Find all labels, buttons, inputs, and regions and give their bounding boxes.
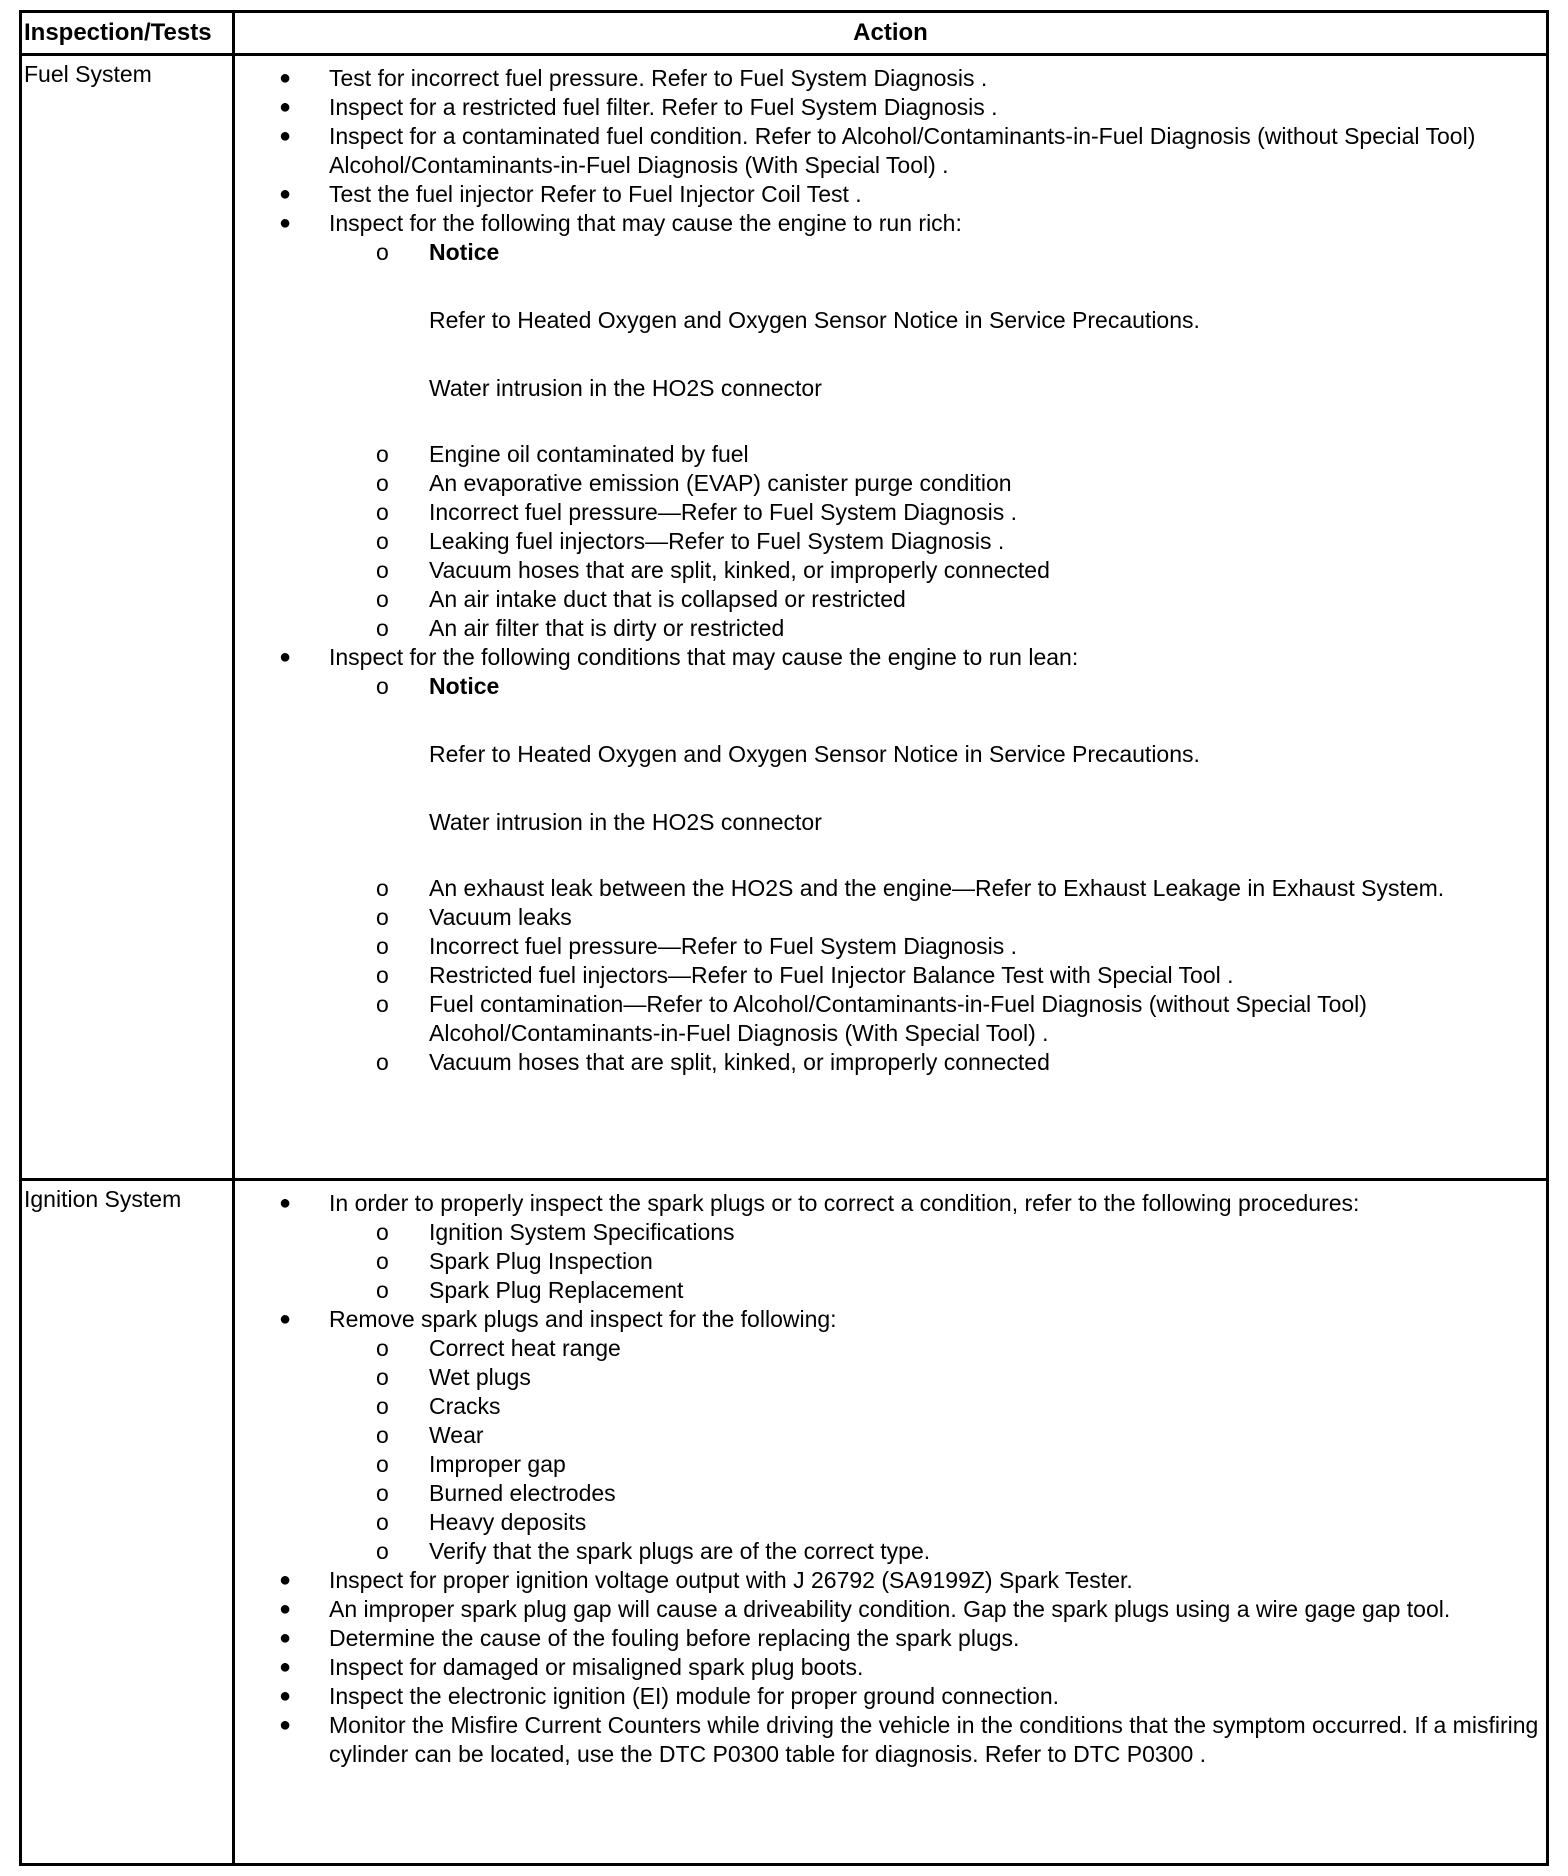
- sub-item: o Correct heat range: [376, 1335, 621, 1361]
- sub-bullet-icon: o: [376, 586, 389, 612]
- sub-item-notice: [329, 238, 1540, 403]
- sub-item: o Wear: [376, 1422, 484, 1448]
- sub-item: o An air intake duct that is collapsed or restricted: [376, 586, 906, 612]
- sub-item: o Vacuum hoses that are split, kinked, or improperly connected: [376, 557, 1050, 583]
- sub-item: o An air filter that is dirty or restricted: [376, 615, 785, 641]
- bullet-icon: ●: [279, 1714, 292, 1736]
- bullet-icon: ●: [279, 212, 292, 234]
- sub-bullet-icon: o: [376, 1480, 389, 1506]
- sub-bullet-icon: o: [376, 904, 389, 930]
- inspection-table: [19, 10, 1549, 1866]
- sub-bullet-icon: o: [376, 499, 389, 525]
- sub-bullet-icon: o: [376, 1451, 389, 1477]
- sub-bullet-icon: o: [376, 933, 389, 959]
- sub-bullet-icon: o: [376, 528, 389, 554]
- notice-title: Notice: [429, 239, 500, 265]
- list-item: ● Test the fuel injector Refer to Fuel Injector Coil Test .: [279, 181, 862, 207]
- sub-bullet-icon: o: [376, 991, 389, 1017]
- sub-item: o Burned electrodes: [376, 1480, 616, 1506]
- sub-bullet-icon: o: [376, 1509, 389, 1535]
- sub-item: o Heavy deposits: [376, 1509, 587, 1535]
- bullet-icon: ●: [279, 1192, 292, 1214]
- sub-item: o Spark Plug Replacement: [376, 1277, 684, 1303]
- notice-text: Refer to Heated Oxygen and Oxygen Sensor Notice in Service Precautions.: [429, 741, 1200, 767]
- sub-bullet-icon: o: [376, 557, 389, 583]
- sub-bullet-icon: o: [376, 1364, 389, 1390]
- sub-item: o Cracks: [376, 1393, 501, 1419]
- sub-bullet-icon: o: [376, 1277, 389, 1303]
- bullet-icon: ●: [279, 1598, 292, 1620]
- sub-item: o Restricted fuel injectors—Refer to Fuel Injector Balance Test with Special Tool .: [376, 962, 1234, 988]
- sub-item: o Wet plugs: [376, 1364, 531, 1390]
- sub-item: o Incorrect fuel pressure—Refer to Fuel System Diagnosis .: [376, 499, 1018, 525]
- list-item: ● An improper spark plug gap will cause a driveability condition. Gap the spark plugs using a wire gage gap tool.: [279, 1596, 1451, 1622]
- bullet-icon: ●: [279, 1627, 292, 1649]
- fuel-system-actions: [235, 64, 1540, 1077]
- bullet-icon: ●: [279, 1569, 292, 1591]
- row-divider: [22, 1178, 1546, 1181]
- sub-item: o Incorrect fuel pressure—Refer to Fuel System Diagnosis .: [376, 933, 1018, 959]
- bullet-icon: ●: [279, 1308, 292, 1330]
- list-item: ● Determine the cause of the fouling before replacing the spark plugs.: [279, 1625, 1020, 1651]
- sub-bullet-icon: o: [376, 1049, 389, 1075]
- sub-item: o Vacuum hoses that are split, kinked, or improperly connected: [376, 1049, 1050, 1075]
- sub-bullet-icon: o: [376, 673, 389, 699]
- list-item: ● Inspect for a restricted fuel filter. Refer to Fuel System Diagnosis .: [279, 94, 998, 120]
- ignition-system-actions: [235, 1189, 1540, 1769]
- list-item: ● Inspect for the following conditions that may cause the engine to run lean: o Notice Refer to Heated Oxygen and Oxygen Sensor Notice in Service Precautions. Water intrusion in the HO2S connector o An exhaust leak between the HO2S and the engine—Refer to Exhaust Leakage in Exhaust System. o Vacuum leaks o Incorrect fuel pressure—Refer to Fuel System Diagnosis . o Restricted fuel injectors—Refer to Fuel Injector Balance Test with Special Tool . o Fuel contamination—Refer to Alcohol/Contaminants-in-Fuel Diagnosis (without Special Tool) Alcohol/Contaminants-in-Fuel Diagnosis (With Special Tool) . o Vacuum hoses that are split, kinked, or improperly connected: [235, 643, 1540, 1077]
- notice-text: Water intrusion in the HO2S connector: [429, 375, 822, 401]
- sub-bullet-icon: o: [376, 962, 389, 988]
- list-item: ● In order to properly inspect the spark plugs or to correct a condition, refer to the following procedures: o Ignition System Specifications o Spark Plug Inspection o Spark Plug Replacement: [235, 1189, 1540, 1305]
- bullet-icon: ●: [279, 1656, 292, 1678]
- list-item: ● Test for incorrect fuel pressure. Refer to Fuel System Diagnosis .: [279, 65, 988, 91]
- sub-item: o Improper gap: [376, 1451, 566, 1477]
- list-item: ● Inspect for a contaminated fuel condition. Refer to Alcohol/Contaminants-in-Fuel Diagnosis (without Special Tool) Alcohol/Contaminants-in-Fuel Diagnosis (With Special Tool) .: [279, 123, 1476, 178]
- notice-text: Refer to Heated Oxygen and Oxygen Sensor Notice in Service Precautions.: [429, 307, 1200, 333]
- bullet-icon: ●: [279, 646, 292, 668]
- list-item: ● Inspect for the following that may cause the engine to run rich: o Notice Refer to Heated Oxygen and Oxygen Sensor Notice in Service Precautions. Water intrusion in the HO2S connector o Engine oil contaminated by fuel o An evaporative emission (EVAP) canister purge condition o Incorrect fuel pressure—Refer to Fuel System Diagnosis . o Leaking fuel injectors—Refer to Fuel System Diagnosis . o Vacuum hoses that are split, kinked, or improperly connected o An air intake duct that is collapsed or restricted o An air filter that is dirty or restricted: [235, 209, 1540, 643]
- sub-bullet-icon: o: [376, 1219, 389, 1245]
- notice-text: Water intrusion in the HO2S connector: [429, 809, 822, 835]
- sub-bullet-icon: o: [376, 1248, 389, 1274]
- sub-bullet-icon: o: [376, 1538, 389, 1564]
- header-divider: [22, 53, 1546, 56]
- sub-bullet-icon: o: [376, 239, 389, 265]
- sub-item: o Verify that the spark plugs are of the correct type.: [376, 1538, 931, 1564]
- sub-item-notice: [329, 672, 1540, 837]
- sub-item: o An exhaust leak between the HO2S and the engine—Refer to Exhaust Leakage in Exhaust System.: [376, 875, 1445, 901]
- notice-title: Notice: [429, 673, 500, 699]
- sub-item: o Engine oil contaminated by fuel: [376, 441, 749, 467]
- list-item: ● Monitor the Misfire Current Counters while driving the vehicle in the conditions that the symptom occurred. If a misfiring cylinder can be located, use the DTC P0300 table for diagnosis. Refer to DTC P0300 .: [279, 1712, 1539, 1767]
- sub-bullet-icon: o: [376, 875, 389, 901]
- sub-bullet-icon: o: [376, 615, 389, 641]
- sub-bullet-icon: o: [376, 1335, 389, 1361]
- bullet-icon: ●: [279, 183, 292, 205]
- sub-item: o Leaking fuel injectors—Refer to Fuel System Diagnosis .: [376, 528, 1005, 554]
- sub-bullet-icon: o: [376, 1393, 389, 1419]
- sub-item: o Fuel contamination—Refer to Alcohol/Contaminants-in-Fuel Diagnosis (without Special Tool) Alcohol/Contaminants-in-Fuel Diagnosis (With Special Tool) .: [376, 991, 1367, 1046]
- sub-bullet-icon: o: [376, 1422, 389, 1448]
- sub-item: o Ignition System Specifications: [376, 1219, 735, 1245]
- header-inspection-tests: Inspection/Tests: [24, 19, 212, 46]
- sub-bullet-icon: o: [376, 441, 389, 467]
- bullet-icon: ●: [279, 125, 292, 147]
- row-label-fuel-system: Fuel System: [24, 61, 152, 87]
- sub-item: o Spark Plug Inspection: [376, 1248, 653, 1274]
- list-item: ● Remove spark plugs and inspect for the following: o Correct heat range o Wet plugs o Cracks o Wear o Improper gap o Burned electrodes o Heavy deposits o Verify that the spark plugs are of the correct type.: [235, 1305, 1540, 1566]
- bullet-icon: ●: [279, 1685, 292, 1707]
- sub-item: o Vacuum leaks: [376, 904, 572, 930]
- bullet-icon: ●: [279, 67, 292, 89]
- sub-bullet-icon: o: [376, 470, 389, 496]
- list-item: ● Inspect for damaged or misaligned spark plug boots.: [279, 1654, 864, 1680]
- row-label-ignition-system: Ignition System: [24, 1186, 182, 1212]
- list-item: ● Inspect for proper ignition voltage output with J 26792 (SA9199Z) Spark Tester.: [279, 1567, 1133, 1593]
- bullet-icon: ●: [279, 96, 292, 118]
- list-item: ● Inspect the electronic ignition (EI) module for proper ground connection.: [279, 1683, 1060, 1709]
- sub-item: o An evaporative emission (EVAP) canister purge condition: [376, 470, 1012, 496]
- header-action: Action: [853, 19, 928, 46]
